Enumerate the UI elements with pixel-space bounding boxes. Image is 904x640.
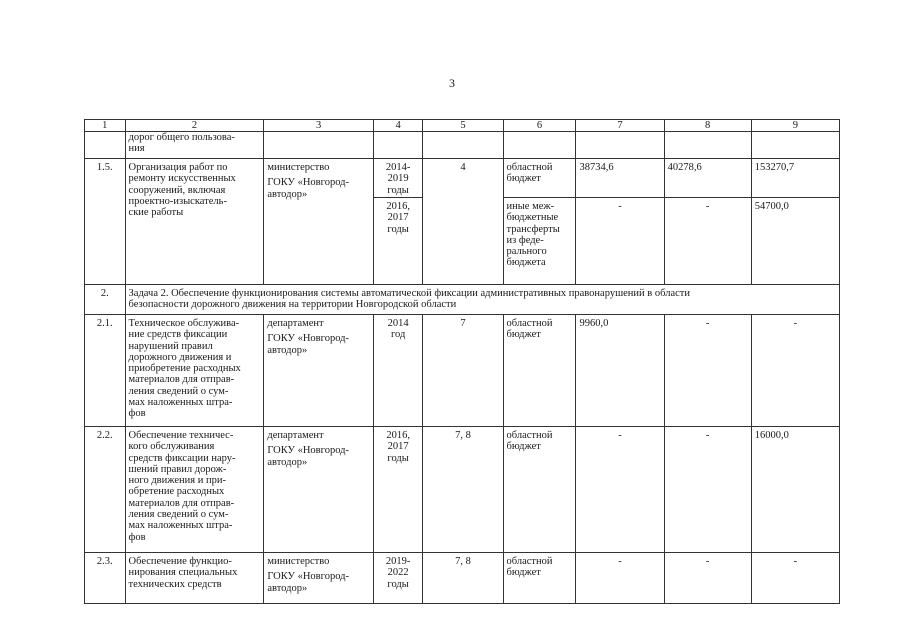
executor-cell: [264, 427, 373, 553]
executor-primary: департамент: [267, 430, 324, 441]
column-header-7: 7: [576, 120, 664, 132]
amount-8b: -: [665, 197, 751, 212]
executor-secondary: ГОКУ «Новгород- автодор»: [267, 571, 349, 594]
activity-name: Техническое обслужива- ние средств фиксации нарушений правил дорожного движения и приобретение расходных материалов для отправ- ления сведений о сум- мах наложенных штра- фов: [125, 315, 264, 427]
amount-7: -: [576, 553, 664, 604]
period-cell: [373, 159, 423, 285]
funding-source: областной бюджет: [503, 553, 576, 604]
activity-name: Обеспечение функцио- нирования специальных технических средств: [125, 553, 264, 604]
amount-col8: [664, 159, 751, 285]
amount-7: 9960,0: [576, 315, 664, 427]
task-number: 2.: [85, 285, 126, 315]
program-activities-table: [84, 119, 840, 604]
target-indicator: 4: [423, 159, 503, 285]
amount-8: -: [664, 427, 751, 553]
column-header-6: 6: [503, 120, 576, 132]
executor-cell: [264, 553, 373, 604]
executor-secondary: ГОКУ «Новгород- автодор»: [267, 445, 349, 468]
target-indicator: 7: [423, 315, 503, 427]
continuation-row: [85, 132, 840, 159]
amount-8: -: [664, 315, 751, 427]
target-indicator: 7, 8: [423, 553, 503, 604]
column-header-3: 3: [264, 120, 373, 132]
funding-source-b: иные меж- бюджетные трансферты из феде- рального бюджета: [504, 197, 576, 269]
executor-primary: министерство: [267, 556, 330, 567]
executor-secondary: ГОКУ «Новгород- автодор»: [267, 333, 349, 356]
page-number: 3: [449, 76, 455, 90]
funding-source-a: областной бюджет: [506, 162, 553, 185]
funding-source: областной бюджет: [503, 427, 576, 553]
amount-9: -: [751, 315, 839, 427]
task-title: Задача 2. Обеспечение функционирования системы автоматической фиксации административных правонарушений в области безопасности дорожного движения на территории Новгородской области: [125, 285, 839, 315]
amount-col9: [751, 159, 839, 285]
amount-8: -: [664, 553, 751, 604]
table-row-2-1: [85, 315, 840, 427]
executor-secondary: ГОКУ «Новгород- автодор»: [267, 177, 349, 200]
executor-primary: министерство: [267, 162, 330, 173]
row-number: 1.5.: [85, 159, 126, 285]
amount-8a: 40278,6: [667, 162, 702, 173]
activity-name: Обеспечение техничес- кого обслуживания средств фиксации нару- шений правил дорож- ного движения и при- обретение расходных материалов для отправ- ления сведений о сум- мах наложенных штра- фов: [125, 427, 264, 553]
activity-name: дорог общего пользова- ния: [125, 132, 264, 159]
funding-source-cell: [503, 159, 576, 285]
table-row-2-3: [85, 553, 840, 604]
row-number: 2.2.: [85, 427, 126, 553]
target-indicator: 7, 8: [423, 427, 503, 553]
table-row-1-5: [85, 159, 840, 285]
period-a: 2014- 2019 годы: [385, 162, 411, 196]
column-header-2: 2: [125, 120, 264, 132]
amount-7: -: [576, 427, 664, 553]
amount-9: 16000,0: [751, 427, 839, 553]
executor-cell: [264, 315, 373, 427]
period: 2016, 2017 годы: [373, 427, 423, 553]
amount-9: -: [751, 553, 839, 604]
column-header-4: 4: [373, 120, 423, 132]
period: 2019- 2022 годы: [373, 553, 423, 604]
period: 2014 год: [373, 315, 423, 427]
amount-col7: [576, 159, 664, 285]
column-header-9: 9: [751, 120, 839, 132]
activity-name: Организация работ по ремонту искусственных сооружений, включая проектно-изыскатель- ские работы: [125, 159, 264, 285]
period-b: 2016, 2017 годы: [374, 197, 423, 235]
row-number: 2.1.: [85, 315, 126, 427]
amount-9a: 153270,7: [754, 162, 795, 173]
executor-cell: [264, 159, 373, 285]
column-header-8: 8: [664, 120, 751, 132]
task-row-2: [85, 285, 840, 315]
amount-7b: -: [576, 197, 663, 212]
amount-7a: 38734,6: [579, 162, 614, 173]
row-number: 2.3.: [85, 553, 126, 604]
column-number-header: [85, 120, 840, 132]
column-header-1: 1: [85, 120, 126, 132]
column-header-5: 5: [423, 120, 503, 132]
funding-source: областной бюджет: [503, 315, 576, 427]
executor-primary: департамент: [267, 318, 324, 329]
amount-9b: 54700,0: [752, 197, 839, 212]
table-row-2-2: [85, 427, 840, 553]
